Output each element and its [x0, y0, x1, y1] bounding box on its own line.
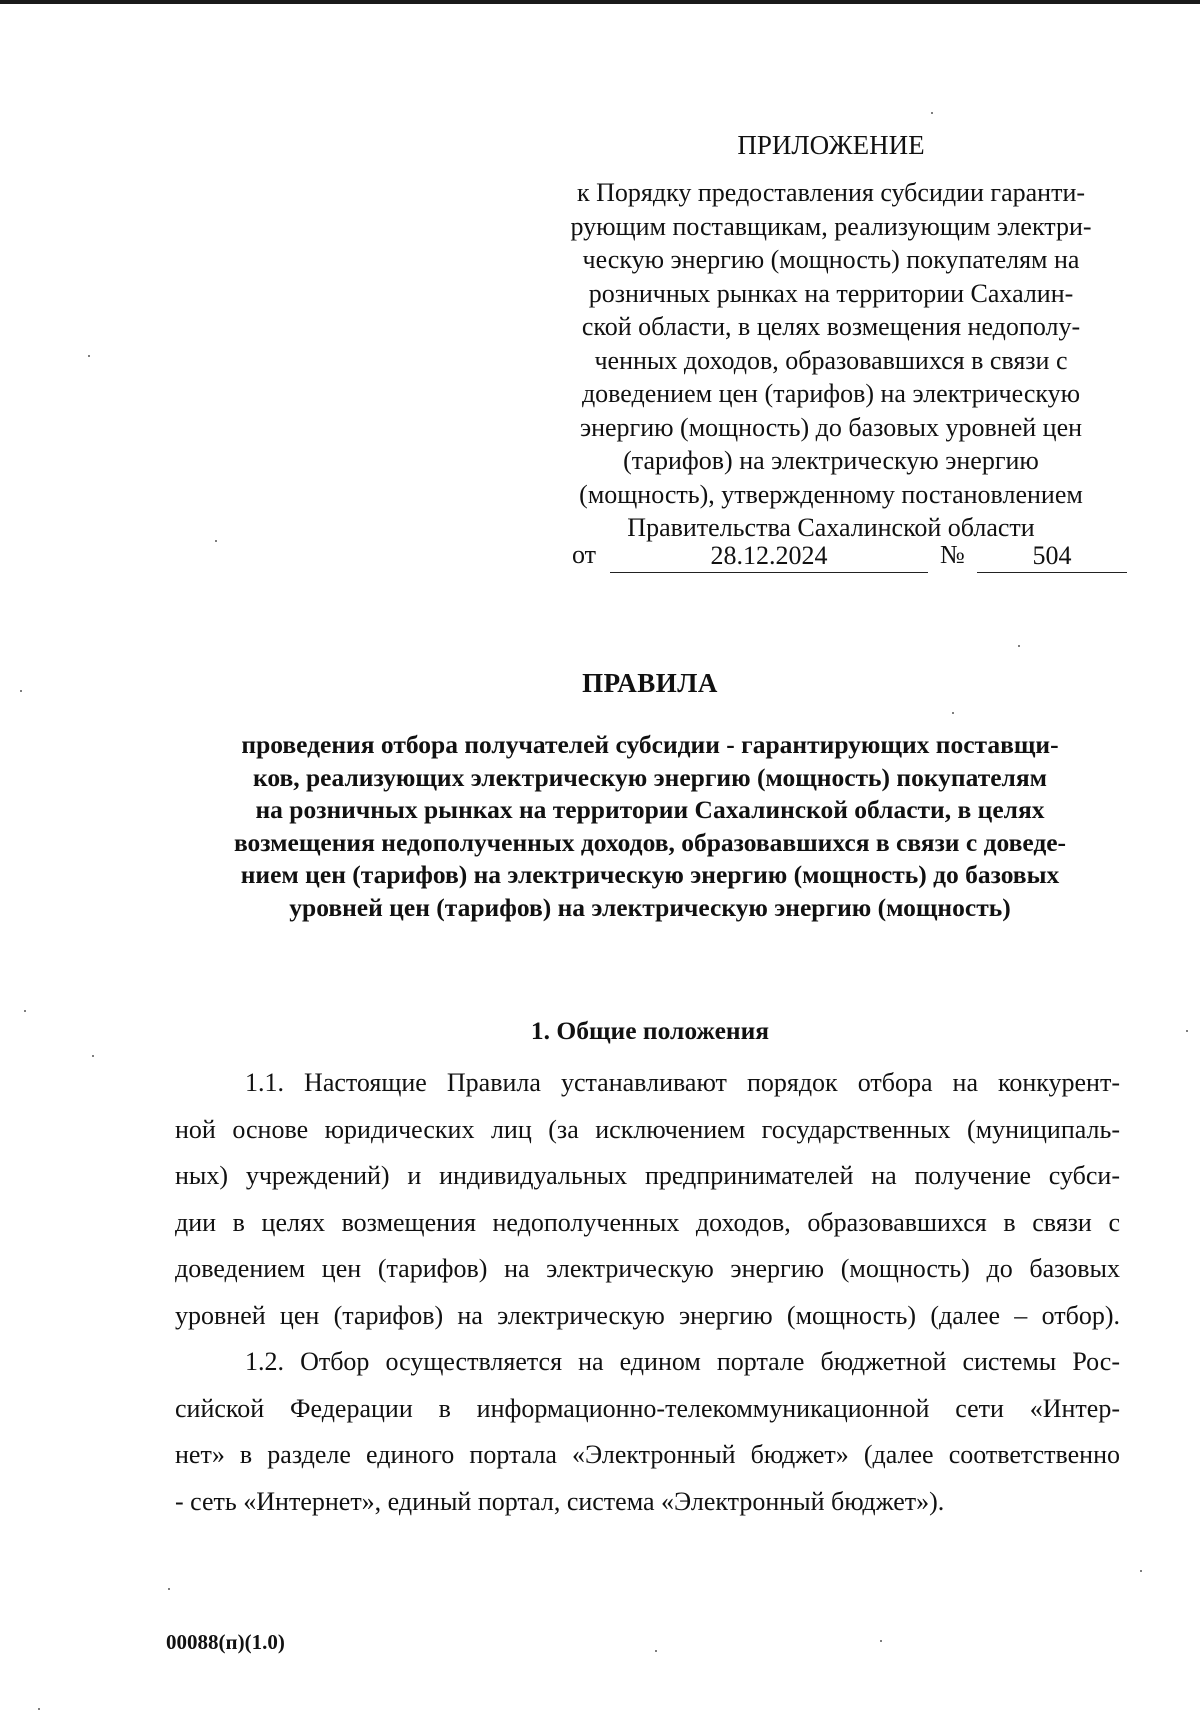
subtitle-line: проведения отбора получателей субсидии - гарантирующих поставщи- [241, 730, 1059, 759]
appendix-line: энергию (мощность) до базовых уровней цен [579, 412, 1083, 442]
appendix-line: рующим поставщикам, реализующим электри- [570, 211, 1092, 241]
appendix-line: к Порядку предоставления субсидии гаранти- [576, 178, 1086, 207]
scan-speck [1018, 645, 1020, 647]
approval-date: 28.12.2024 [610, 540, 928, 573]
scan-speck [215, 540, 217, 542]
paragraph-line: нет» в разделе единого портала «Электронный бюджет» (далее соответственно [175, 1440, 1120, 1469]
paragraph-line: ной основе юридических лиц (за исключением государственных (муниципаль- [175, 1114, 1120, 1144]
section-heading: 1. Общие положения [530, 1016, 770, 1045]
scan-speck [92, 1055, 94, 1057]
scan-speck [24, 1010, 26, 1012]
appendix-line: (мощность), утвержденному постановлением [579, 479, 1083, 509]
resolution-number: 504 [977, 540, 1127, 573]
subtitle-line: нием цен (тарифов) на электрическую энергию (мощность) до базовых [240, 860, 1060, 889]
paragraph-line: доведением цен (тарифов) на электрическую энергию (мощность) до базовых [175, 1254, 1120, 1283]
section-body [175, 1060, 1120, 1525]
approval-date-number-row [572, 540, 1132, 576]
appendix-line: доведением цен (тарифов) на электрическую [581, 379, 1081, 408]
paragraph-line: ных) учреждений) и индивидуальных предпринимателей на получение субси- [175, 1161, 1120, 1190]
scan-speck [880, 1640, 882, 1642]
scan-speck [38, 1708, 40, 1710]
appendix-line: (тарифов) на электрическую энергию [623, 446, 1039, 475]
subtitle-line: возмещения недополученных доходов, образовавшихся в связи с доведе- [233, 827, 1067, 857]
rules-title: ПРАВИЛА [582, 668, 718, 698]
document-code: 00088(п)(1.0) [166, 1630, 285, 1654]
appendix-line: ченных доходов, образовавшихся в связи с [594, 345, 1068, 375]
number-sign: № [940, 540, 965, 569]
paragraph-line: 1.2. Отбор осуществляется на едином портале бюджетной системы Рос- [245, 1347, 1120, 1376]
appendix-line: Правительства Сахалинской области [627, 513, 1035, 542]
subtitle-line: уровней цен (тарифов) на электрическую энергию (мощность) [289, 892, 1011, 922]
scan-speck [20, 690, 22, 692]
subtitle-line: ков, реализующих электрическую энергию (мощность) покупателям [252, 762, 1048, 792]
paragraph-line: дии в целях возмещения недополученных доходов, образовавшихся в связи с [175, 1207, 1120, 1237]
paragraph-line: - сеть «Интернет», единый портал, система «Электронный бюджет»). [175, 1486, 945, 1516]
scan-speck [88, 355, 90, 357]
appendix-line: ской области, в целях возмещения недополу- [581, 312, 1081, 341]
paragraph-line: уровней цен (тарифов) на электрическую энергию (мощность) (далее – отбор). [175, 1300, 1120, 1330]
scan-speck [1140, 1570, 1142, 1572]
from-label: от [572, 540, 597, 569]
rules-subtitle [180, 729, 1120, 924]
appendix-line: ческую энергию (мощность) покупателям на [582, 245, 1080, 274]
appendix-title: ПРИЛОЖЕНИЕ [737, 130, 925, 160]
scan-speck [655, 1650, 657, 1652]
appendix-line: розничных рынках на территории Сахалин- [588, 278, 1074, 308]
scan-speck [931, 112, 933, 114]
scan-top-edge [0, 0, 1200, 4]
paragraph-line: 1.1. Настоящие Правила устанавливают порядок отбора на конкурент- [245, 1068, 1120, 1097]
scan-speck [168, 1588, 170, 1590]
subtitle-line: на розничных рынках на территории Сахалинской области, в целях [255, 795, 1045, 824]
paragraph-line: сийской Федерации в информационно-телекоммуникационной сети «Интер- [175, 1393, 1120, 1423]
scan-speck [1186, 1030, 1188, 1032]
appendix-block [530, 128, 1132, 545]
scan-speck [952, 712, 954, 714]
